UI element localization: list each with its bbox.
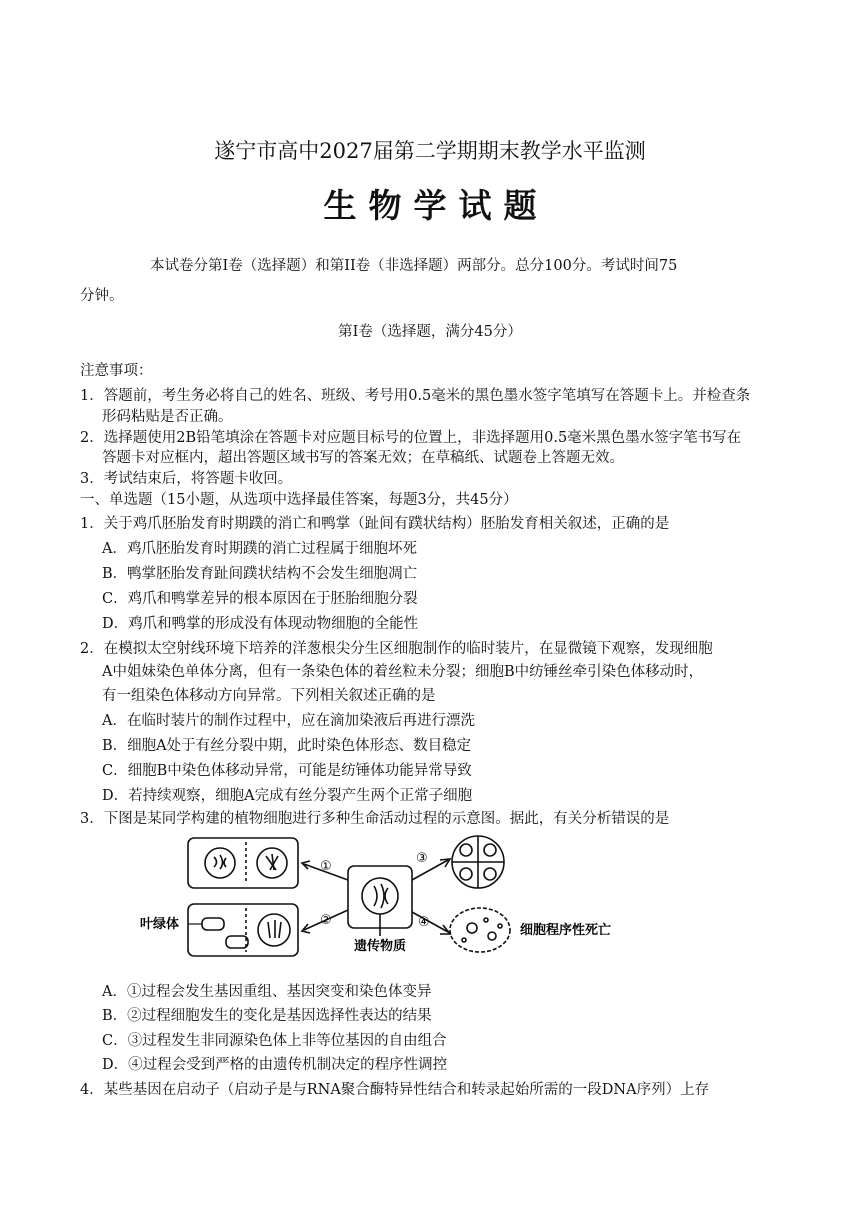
dying-cell bbox=[450, 908, 510, 952]
q2-option-d: D．若持续观察，细胞A完成有丝分裂产生两个正常子细胞 bbox=[102, 788, 473, 804]
q3-option-b: B．②过程细胞发生的变化是基因选择性表达的结果 bbox=[102, 1008, 432, 1024]
q2-option-b: B．细胞A处于有丝分裂中期，此时染色体形态、数目稳定 bbox=[102, 738, 472, 754]
q2-stem-line-1: 2．在模拟太空射线环境下培养的洋葱根尖分生区细胞制作的临时装片，在显微镜下观察，发现细胞 bbox=[80, 641, 713, 657]
q1-option-c: C．鸡爪和鸭掌差异的根本原因在于胚胎细胞分裂 bbox=[102, 591, 418, 607]
q3-stem: 3．下图是某同学构建的植物细胞进行多种生命活动过程的示意图。据此，有关分析错误的是 bbox=[80, 811, 670, 827]
intro-line-2: 分钟。 bbox=[80, 288, 124, 304]
q1-stem: 1．关于鸡爪胚胎发育时期蹼的消亡和鸭掌（趾间有蹼状结构）胚胎发育相关叙述，正确的是 bbox=[80, 516, 670, 532]
q4-stem-line-1: 4．某些基因在启动子（启动子是与RNA聚合酶特异性结合和转录起始所需的一段DNA序列）上存 bbox=[80, 1082, 710, 1098]
q3-option-c: C．③过程发生非同源染色体上非等位基因的自由组合 bbox=[102, 1033, 447, 1049]
q2-option-c: C．细胞B中染色体移动异常，可能是纺锤体功能异常导致 bbox=[102, 763, 472, 779]
q3-diagram bbox=[140, 832, 640, 966]
q2-option-a: A．在临时装片的制作过程中，应在滴加染液后再进行漂洗 bbox=[102, 713, 475, 729]
q3-option-a: A．①过程会发生基因重组、基因突变和染色体变异 bbox=[102, 984, 432, 1000]
note-1-line-1: 1．答题前，考生务必将自己的姓名、班级、考号用0.5毫米的黑色墨水签字笔填写在答题卡上。并检查条 bbox=[80, 388, 751, 404]
label-chloroplast: 叶绿体 bbox=[140, 917, 180, 932]
notes-heading: 注意事项： bbox=[80, 363, 153, 379]
label-2: ② bbox=[320, 913, 332, 928]
q3-option-d: D．④过程会受到严格的由遗传机制决定的程序性调控 bbox=[102, 1057, 448, 1073]
note-2-line-2: 答题卡对应框内，超出答题区域书写的答案无效；在草稿纸、试题卷上答题无效。 bbox=[102, 450, 624, 466]
label-3: ③ bbox=[416, 851, 428, 866]
note-2-line-1: 2．选择题使用2B铅笔填涂在答题卡对应题目标号的位置上，非选择题用0.5毫米黑色墨水签字笔书写在 bbox=[80, 430, 742, 446]
label-programmed-cell-death: 细胞程序性死亡 bbox=[520, 923, 612, 938]
subject-title: 生物学试题 bbox=[323, 186, 549, 225]
label-4: ④ bbox=[418, 915, 430, 930]
q1-option-a: A．鸡爪胚胎发育时期蹼的消亡过程属于细胞坏死 bbox=[102, 541, 417, 557]
section1-heading: 一、单选题（15小题，从选项中选择最佳答案，每题3分，共45分） bbox=[80, 492, 518, 508]
label-1: ① bbox=[320, 859, 332, 874]
note-3: 3．考试结束后，将答题卡收回。 bbox=[80, 471, 293, 487]
exam-title: 遂宁市高中2027届第二学期期末教学水平监测 bbox=[214, 139, 646, 163]
label-genetic-material: 遗传物质 bbox=[354, 939, 407, 954]
q1-option-d: D．鸡爪和鸭掌的形成没有体现动物细胞的全能性 bbox=[102, 616, 419, 632]
q2-stem-line-3: 有一组染色体移动方向异常。下列相关叙述正确的是 bbox=[102, 688, 436, 704]
note-1-line-2: 形码粘贴是否正确。 bbox=[102, 409, 233, 425]
intro-line-1: 本试卷分第Ⅰ卷（选择题）和第II卷（非选择题）两部分。总分100分。考试时间75 bbox=[150, 258, 678, 274]
q2-stem-line-2: A中姐妹染色单体分离，但有一条染色体的着丝粒未分裂；细胞B中纺锤丝牵引染色体移动时， bbox=[102, 664, 704, 680]
q1-option-b: B．鸭掌胚胎发育趾间蹼状结构不会发生细胞凋亡 bbox=[102, 566, 418, 582]
part1-heading: 第Ⅰ卷（选择题，满分45分） bbox=[338, 324, 522, 340]
